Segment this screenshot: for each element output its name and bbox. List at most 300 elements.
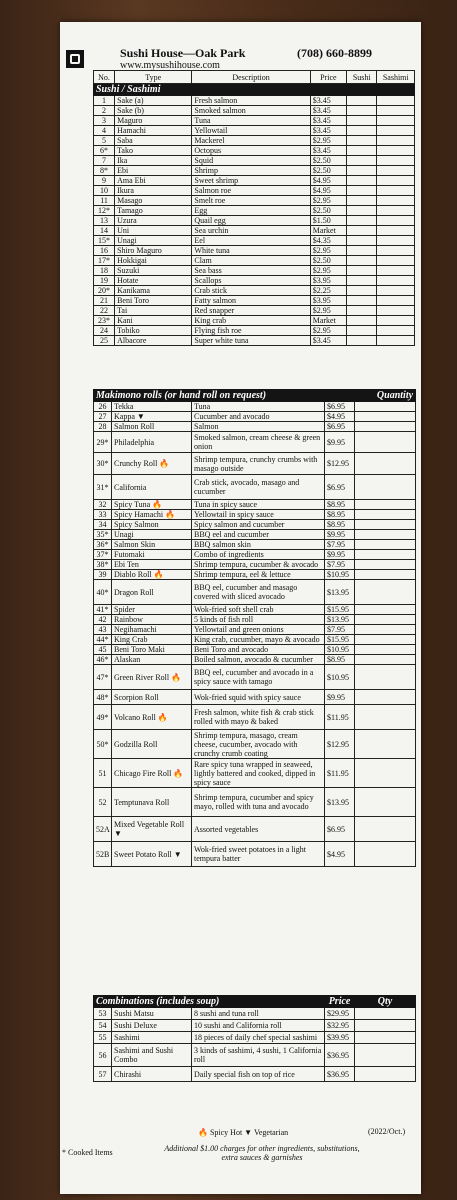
menu-row bbox=[94, 96, 415, 106]
menu-row bbox=[94, 166, 415, 176]
menu-type: Spicy Tuna 🔥 bbox=[112, 500, 192, 510]
menu-row bbox=[94, 246, 415, 256]
menu-row bbox=[94, 226, 415, 236]
menu-price: $13.95 bbox=[325, 788, 355, 817]
menu-type: Tamago bbox=[115, 206, 192, 216]
menu-type: Unagi bbox=[115, 236, 192, 246]
menu-price: $3.95 bbox=[310, 296, 346, 306]
quantity-box[interactable] bbox=[377, 126, 415, 136]
menu-price: $3.45 bbox=[310, 96, 346, 106]
quantity-box[interactable] bbox=[347, 276, 377, 286]
quantity-box[interactable] bbox=[377, 216, 415, 226]
quantity-box[interactable] bbox=[355, 625, 416, 635]
restaurant-title: Sushi House—Oak Park bbox=[120, 46, 246, 60]
menu-row bbox=[94, 635, 416, 645]
menu-row bbox=[94, 146, 415, 156]
menu-row bbox=[94, 500, 416, 510]
quantity-box[interactable] bbox=[377, 96, 415, 106]
quantity-box[interactable] bbox=[355, 402, 416, 412]
menu-no: 46* bbox=[94, 655, 112, 665]
menu-price: $8.95 bbox=[325, 510, 355, 520]
quantity-box[interactable] bbox=[347, 126, 377, 136]
menu-type: Scorpion Roll bbox=[112, 690, 192, 705]
quantity-box[interactable] bbox=[355, 1032, 416, 1044]
menu-type: Dragon Roll bbox=[112, 580, 192, 605]
quantity-box[interactable] bbox=[377, 206, 415, 216]
quantity-box[interactable] bbox=[377, 236, 415, 246]
menu-row bbox=[94, 196, 415, 206]
col-price: Price bbox=[310, 71, 346, 84]
quantity-box[interactable] bbox=[377, 116, 415, 126]
menu-no: 2 bbox=[94, 106, 115, 116]
menu-desc: Crab stick bbox=[192, 286, 310, 296]
quantity-box[interactable] bbox=[355, 422, 416, 432]
menu-row bbox=[94, 665, 416, 690]
menu-row bbox=[94, 126, 415, 136]
quantity-box[interactable] bbox=[347, 176, 377, 186]
menu-sheet bbox=[60, 22, 421, 1194]
menu-desc: Shrimp tempura, cucumber & avocado bbox=[192, 560, 325, 570]
quantity-box[interactable] bbox=[347, 256, 377, 266]
menu-no: 26 bbox=[94, 402, 112, 412]
quantity-box[interactable] bbox=[377, 306, 415, 316]
menu-desc: Assorted vegetables bbox=[192, 817, 325, 842]
menu-desc: Shrimp tempura, masago, cream cheese, cucumber, avocado with crunchy crumb coating bbox=[192, 730, 325, 759]
menu-price: $3.45 bbox=[310, 126, 346, 136]
menu-row bbox=[94, 645, 416, 655]
col-description: Description bbox=[192, 71, 310, 84]
menu-no: 34 bbox=[94, 520, 112, 530]
quantity-box[interactable] bbox=[355, 530, 416, 540]
menu-row bbox=[94, 266, 415, 276]
menu-no: 9 bbox=[94, 176, 115, 186]
menu-desc: Shrimp tempura, cucumber and spicy mayo, rolled with tuna and avocado bbox=[192, 788, 325, 817]
quantity-box[interactable] bbox=[347, 216, 377, 226]
quantity-box[interactable] bbox=[355, 550, 416, 560]
menu-no: 15* bbox=[94, 236, 115, 246]
menu-price: $2.50 bbox=[310, 166, 346, 176]
quantity-box[interactable] bbox=[347, 146, 377, 156]
menu-no: 10 bbox=[94, 186, 115, 196]
menu-type: Salmon Skin bbox=[112, 540, 192, 550]
menu-type: Uzura bbox=[115, 216, 192, 226]
menu-row bbox=[94, 550, 416, 560]
quantity-box[interactable] bbox=[355, 605, 416, 615]
menu-desc: Quail egg bbox=[192, 216, 310, 226]
quantity-box[interactable] bbox=[355, 432, 416, 453]
menu-no: 56 bbox=[94, 1044, 112, 1067]
quantity-box[interactable] bbox=[347, 286, 377, 296]
quantity-box[interactable] bbox=[355, 730, 416, 759]
menu-row bbox=[94, 1032, 416, 1044]
menu-no: 41* bbox=[94, 605, 112, 615]
menu-price: $2.25 bbox=[310, 286, 346, 296]
menu-type: Salmon Roll bbox=[112, 422, 192, 432]
menu-type: Kani bbox=[115, 316, 192, 326]
menu-desc: King crab, cucumber, mayo & avocado bbox=[192, 635, 325, 645]
menu-row bbox=[94, 216, 415, 226]
menu-desc: 10 sushi and California roll bbox=[192, 1020, 325, 1032]
quantity-box[interactable] bbox=[377, 276, 415, 286]
quantity-box[interactable] bbox=[355, 570, 416, 580]
menu-price: $39.95 bbox=[325, 1032, 355, 1044]
quantity-box[interactable] bbox=[347, 156, 377, 166]
menu-no: 37* bbox=[94, 550, 112, 560]
quantity-box[interactable] bbox=[347, 236, 377, 246]
quantity-box[interactable] bbox=[355, 705, 416, 730]
menu-price: $9.95 bbox=[325, 690, 355, 705]
menu-row bbox=[94, 615, 416, 625]
menu-no: 39 bbox=[94, 570, 112, 580]
menu-desc: Fatty salmon bbox=[192, 296, 310, 306]
quantity-box[interactable] bbox=[355, 500, 416, 510]
quantity-box[interactable] bbox=[347, 306, 377, 316]
menu-price: $36.95 bbox=[325, 1067, 355, 1082]
menu-row bbox=[94, 690, 416, 705]
menu-type: Ebi Ten bbox=[112, 560, 192, 570]
menu-type: Saba bbox=[115, 136, 192, 146]
menu-no: 8* bbox=[94, 166, 115, 176]
menu-desc: Mackerel bbox=[192, 136, 310, 146]
quantity-box[interactable] bbox=[347, 186, 377, 196]
menu-no: 21 bbox=[94, 296, 115, 306]
menu-price: $6.95 bbox=[325, 422, 355, 432]
menu-price: $8.95 bbox=[325, 500, 355, 510]
menu-row bbox=[94, 176, 415, 186]
menu-row bbox=[94, 475, 416, 500]
menu-no: 51 bbox=[94, 759, 112, 788]
menu-row bbox=[94, 316, 415, 326]
menu-price: $2.95 bbox=[310, 136, 346, 146]
menu-price: $7.95 bbox=[325, 560, 355, 570]
menu-desc: Fresh salmon bbox=[192, 96, 310, 106]
menu-desc: Scallops bbox=[192, 276, 310, 286]
quantity-box[interactable] bbox=[377, 106, 415, 116]
menu-price: $3.45 bbox=[310, 336, 346, 346]
menu-row bbox=[94, 336, 415, 346]
menu-price: $4.95 bbox=[310, 186, 346, 196]
menu-row bbox=[94, 1067, 416, 1082]
quantity-box[interactable] bbox=[355, 475, 416, 500]
menu-price: $2.50 bbox=[310, 156, 346, 166]
menu-row bbox=[94, 156, 415, 166]
menu-price: $8.95 bbox=[325, 655, 355, 665]
menu-desc: Rare spicy tuna wrapped in seaweed, lightly battered and cooked, dipped in spicy sauce bbox=[192, 759, 325, 788]
quantity-box[interactable] bbox=[355, 540, 416, 550]
menu-row bbox=[94, 453, 416, 475]
menu-type: Ama Ebi bbox=[115, 176, 192, 186]
menu-desc: Tuna bbox=[192, 402, 325, 412]
col-no: No. bbox=[94, 71, 115, 84]
menu-desc: Spicy salmon and cucumber bbox=[192, 520, 325, 530]
menu-type: Tobiko bbox=[115, 326, 192, 336]
menu-no: 17* bbox=[94, 256, 115, 266]
menu-type: Spicy Salmon bbox=[112, 520, 192, 530]
quantity-box[interactable] bbox=[377, 286, 415, 296]
quantity-box[interactable] bbox=[377, 256, 415, 266]
quantity-box[interactable] bbox=[347, 246, 377, 256]
menu-desc: Sweet shrimp bbox=[192, 176, 310, 186]
menu-desc: Clam bbox=[192, 256, 310, 266]
menu-type: Rainbow bbox=[112, 615, 192, 625]
menu-no: 45 bbox=[94, 645, 112, 655]
menu-desc: Tuna bbox=[192, 116, 310, 126]
quantity-box[interactable] bbox=[355, 510, 416, 520]
menu-desc: Crab stick, avocado, masago and cucumber bbox=[192, 475, 325, 500]
menu-row bbox=[94, 402, 416, 412]
menu-price: $12.95 bbox=[325, 453, 355, 475]
quantity-box[interactable] bbox=[347, 206, 377, 216]
menu-price: $11.95 bbox=[325, 705, 355, 730]
menu-price: $32.95 bbox=[325, 1020, 355, 1032]
quantity-box[interactable] bbox=[377, 176, 415, 186]
quantity-box[interactable] bbox=[377, 136, 415, 146]
menu-desc: Super white tuna bbox=[192, 336, 310, 346]
col-sashimi: Sashimi bbox=[377, 71, 415, 84]
menu-price: $12.95 bbox=[325, 730, 355, 759]
menu-type: Sashimi and Sushi Combo bbox=[112, 1044, 192, 1067]
quantity-box[interactable] bbox=[377, 266, 415, 276]
menu-type: Alaskan bbox=[112, 655, 192, 665]
menu-row bbox=[94, 842, 416, 867]
menu-price: $2.95 bbox=[310, 196, 346, 206]
col-type: Type bbox=[115, 71, 192, 84]
menu-price: $29.95 bbox=[325, 1008, 355, 1020]
menu-price: $7.95 bbox=[325, 625, 355, 635]
menu-no: 35* bbox=[94, 530, 112, 540]
quantity-box[interactable] bbox=[377, 146, 415, 156]
menu-price: $10.95 bbox=[325, 645, 355, 655]
menu-no: 12* bbox=[94, 206, 115, 216]
menu-type: Hokkigai bbox=[115, 256, 192, 266]
menu-no: 52A bbox=[94, 817, 112, 842]
quantity-box[interactable] bbox=[355, 1020, 416, 1032]
quantity-box[interactable] bbox=[347, 196, 377, 206]
menu-no: 38* bbox=[94, 560, 112, 570]
menu-row bbox=[94, 296, 415, 306]
quantity-box[interactable] bbox=[355, 690, 416, 705]
quantity-box[interactable] bbox=[377, 196, 415, 206]
menu-desc: Beni Toro and avocado bbox=[192, 645, 325, 655]
quantity-box[interactable] bbox=[355, 560, 416, 570]
menu-row bbox=[94, 510, 416, 520]
menu-price: Market bbox=[310, 316, 346, 326]
menu-row bbox=[94, 520, 416, 530]
menu-row bbox=[94, 136, 415, 146]
quantity-box[interactable] bbox=[347, 136, 377, 146]
menu-row bbox=[94, 570, 416, 580]
quantity-box[interactable] bbox=[377, 166, 415, 176]
menu-type: Unagi bbox=[112, 530, 192, 540]
menu-type: Tekka bbox=[112, 402, 192, 412]
menu-price: $15.95 bbox=[325, 635, 355, 645]
menu-desc: Red snapper bbox=[192, 306, 310, 316]
quantity-box[interactable] bbox=[377, 226, 415, 236]
menu-desc: Shrimp tempura, crunchy crumbs with masago outside bbox=[192, 453, 325, 475]
menu-type: Hotate bbox=[115, 276, 192, 286]
quantity-box[interactable] bbox=[355, 645, 416, 655]
menu-desc: BBQ eel, cucumber and avocado in a spicy sauce with tamago bbox=[192, 665, 325, 690]
menu-price: $2.95 bbox=[310, 266, 346, 276]
quantity-box[interactable] bbox=[355, 665, 416, 690]
menu-desc: Cucumber and avocado bbox=[192, 412, 325, 422]
menu-no: 47* bbox=[94, 665, 112, 690]
website: www.mysushihouse.com bbox=[120, 60, 220, 71]
quantity-box[interactable] bbox=[355, 453, 416, 475]
quantity-box[interactable] bbox=[347, 316, 377, 326]
quantity-box[interactable] bbox=[355, 1067, 416, 1082]
menu-type: Sushi Matsu bbox=[112, 1008, 192, 1020]
menu-no: 3 bbox=[94, 116, 115, 126]
menu-desc: 3 kinds of sashimi, 4 sushi, 1 California roll bbox=[192, 1044, 325, 1067]
menu-no: 50* bbox=[94, 730, 112, 759]
legend: 🔥 Spicy Hot ▼ Vegetarian bbox=[198, 1128, 289, 1137]
menu-desc: Squid bbox=[192, 156, 310, 166]
menu-desc: Yellowtail and green onions bbox=[192, 625, 325, 635]
menu-no: 52B bbox=[94, 842, 112, 867]
quantity-box[interactable] bbox=[355, 615, 416, 625]
cooked-note: * Cooked Items bbox=[62, 1148, 113, 1157]
quantity-box[interactable] bbox=[355, 1008, 416, 1020]
quantity-box[interactable] bbox=[355, 842, 416, 867]
menu-row bbox=[94, 106, 415, 116]
quantity-box[interactable] bbox=[355, 788, 416, 817]
quantity-box[interactable] bbox=[377, 246, 415, 256]
menu-no: 13 bbox=[94, 216, 115, 226]
menu-desc: Daily special fish on top of rice bbox=[192, 1067, 325, 1082]
quantity-box[interactable] bbox=[355, 520, 416, 530]
menu-no: 43 bbox=[94, 625, 112, 635]
quantity-box[interactable] bbox=[347, 326, 377, 336]
quantity-box[interactable] bbox=[377, 336, 415, 346]
menu-no: 55 bbox=[94, 1032, 112, 1044]
menu-price: $6.95 bbox=[325, 817, 355, 842]
menu-desc: Yellowtail bbox=[192, 126, 310, 136]
menu-type: Green River Roll 🔥 bbox=[112, 665, 192, 690]
menu-row bbox=[94, 186, 415, 196]
section-header-combo: Combinations (includes soup) Price Qty bbox=[94, 996, 416, 1008]
menu-no: 5 bbox=[94, 136, 115, 146]
menu-desc: Combo of ingredients bbox=[192, 550, 325, 560]
menu-price: $9.95 bbox=[325, 432, 355, 453]
menu-price: Market bbox=[310, 226, 346, 236]
menu-row bbox=[94, 206, 415, 216]
menu-desc: Wok-fried soft shell crab bbox=[192, 605, 325, 615]
menu-type: Volcano Roll 🔥 bbox=[112, 705, 192, 730]
menu-type: Ebi bbox=[115, 166, 192, 176]
menu-row bbox=[94, 759, 416, 788]
menu-row bbox=[94, 412, 416, 422]
quantity-box[interactable] bbox=[377, 296, 415, 306]
menu-price: $4.95 bbox=[325, 842, 355, 867]
date: (2022/Oct.) bbox=[368, 1127, 406, 1136]
menu-price: $7.95 bbox=[325, 540, 355, 550]
menu-type: Tako bbox=[115, 146, 192, 156]
menu-row bbox=[94, 580, 416, 605]
menu-type: Negihamachi bbox=[112, 625, 192, 635]
menu-type: Sushi Deluxe bbox=[112, 1020, 192, 1032]
menu-desc: Sea bass bbox=[192, 266, 310, 276]
menu-type: Ikura bbox=[115, 186, 192, 196]
menu-price: $8.95 bbox=[325, 520, 355, 530]
menu-type: Spicy Hamachi 🔥 bbox=[112, 510, 192, 520]
menu-desc: Eel bbox=[192, 236, 310, 246]
menu-no: 53 bbox=[94, 1008, 112, 1020]
quantity-box[interactable] bbox=[347, 336, 377, 346]
menu-price: $2.95 bbox=[310, 246, 346, 256]
menu-price: $13.95 bbox=[325, 580, 355, 605]
quantity-box[interactable] bbox=[377, 316, 415, 326]
menu-price: $4.35 bbox=[310, 236, 346, 246]
col-sushi: Sushi bbox=[347, 71, 377, 84]
menu-row bbox=[94, 705, 416, 730]
section-header-maki: Makimono rolls (or hand roll on request) Quantity bbox=[94, 390, 416, 402]
menu-row bbox=[94, 256, 415, 266]
menu-type: Chirashi bbox=[112, 1067, 192, 1082]
menu-row bbox=[94, 422, 416, 432]
quantity-box[interactable] bbox=[355, 635, 416, 645]
menu-no: 48* bbox=[94, 690, 112, 705]
menu-type: Sake (b) bbox=[115, 106, 192, 116]
quantity-box[interactable] bbox=[347, 266, 377, 276]
menu-no: 14 bbox=[94, 226, 115, 236]
quantity-box[interactable] bbox=[355, 759, 416, 788]
menu-desc: 18 pieces of daily chef special sashimi bbox=[192, 1032, 325, 1044]
menu-row bbox=[94, 560, 416, 570]
menu-desc: Smoked salmon, cream cheese & green onion bbox=[192, 432, 325, 453]
quantity-box[interactable] bbox=[377, 156, 415, 166]
menu-type: California bbox=[112, 475, 192, 500]
quantity-box[interactable] bbox=[347, 296, 377, 306]
quantity-box[interactable] bbox=[355, 580, 416, 605]
menu-row bbox=[94, 730, 416, 759]
menu-type: Godzilla Roll bbox=[112, 730, 192, 759]
quantity-box[interactable] bbox=[347, 166, 377, 176]
quantity-box[interactable] bbox=[347, 226, 377, 236]
quantity-box[interactable] bbox=[377, 186, 415, 196]
quantity-box[interactable] bbox=[377, 326, 415, 336]
menu-desc: Wok-fried sweet potatoes in a light tempura batter bbox=[192, 842, 325, 867]
quantity-box[interactable] bbox=[347, 116, 377, 126]
quantity-box[interactable] bbox=[355, 1044, 416, 1067]
menu-type: Temptunava Roll bbox=[112, 788, 192, 817]
menu-type: Shiro Maguro bbox=[115, 246, 192, 256]
quantity-box[interactable] bbox=[355, 412, 416, 422]
quantity-box[interactable] bbox=[355, 655, 416, 665]
menu-type: Chicago Fire Roll 🔥 bbox=[112, 759, 192, 788]
menu-no: 29* bbox=[94, 432, 112, 453]
combo-table bbox=[93, 995, 416, 1082]
quantity-box[interactable] bbox=[347, 96, 377, 106]
menu-type: Mixed Vegetable Roll ▼ bbox=[112, 817, 192, 842]
menu-no: 20* bbox=[94, 286, 115, 296]
menu-row bbox=[94, 655, 416, 665]
menu-price: $2.50 bbox=[310, 206, 346, 216]
menu-type: Masago bbox=[115, 196, 192, 206]
menu-desc: Flying fish roe bbox=[192, 326, 310, 336]
menu-price: $1.50 bbox=[310, 216, 346, 226]
menu-row bbox=[94, 286, 415, 296]
menu-price: $2.95 bbox=[310, 306, 346, 316]
menu-no: 42 bbox=[94, 615, 112, 625]
menu-desc: White tuna bbox=[192, 246, 310, 256]
menu-desc: Shrimp tempura, eel & lettuce bbox=[192, 570, 325, 580]
menu-no: 28 bbox=[94, 422, 112, 432]
menu-desc: Egg bbox=[192, 206, 310, 216]
quantity-box[interactable] bbox=[355, 817, 416, 842]
menu-price: $9.95 bbox=[325, 550, 355, 560]
quantity-box[interactable] bbox=[347, 106, 377, 116]
